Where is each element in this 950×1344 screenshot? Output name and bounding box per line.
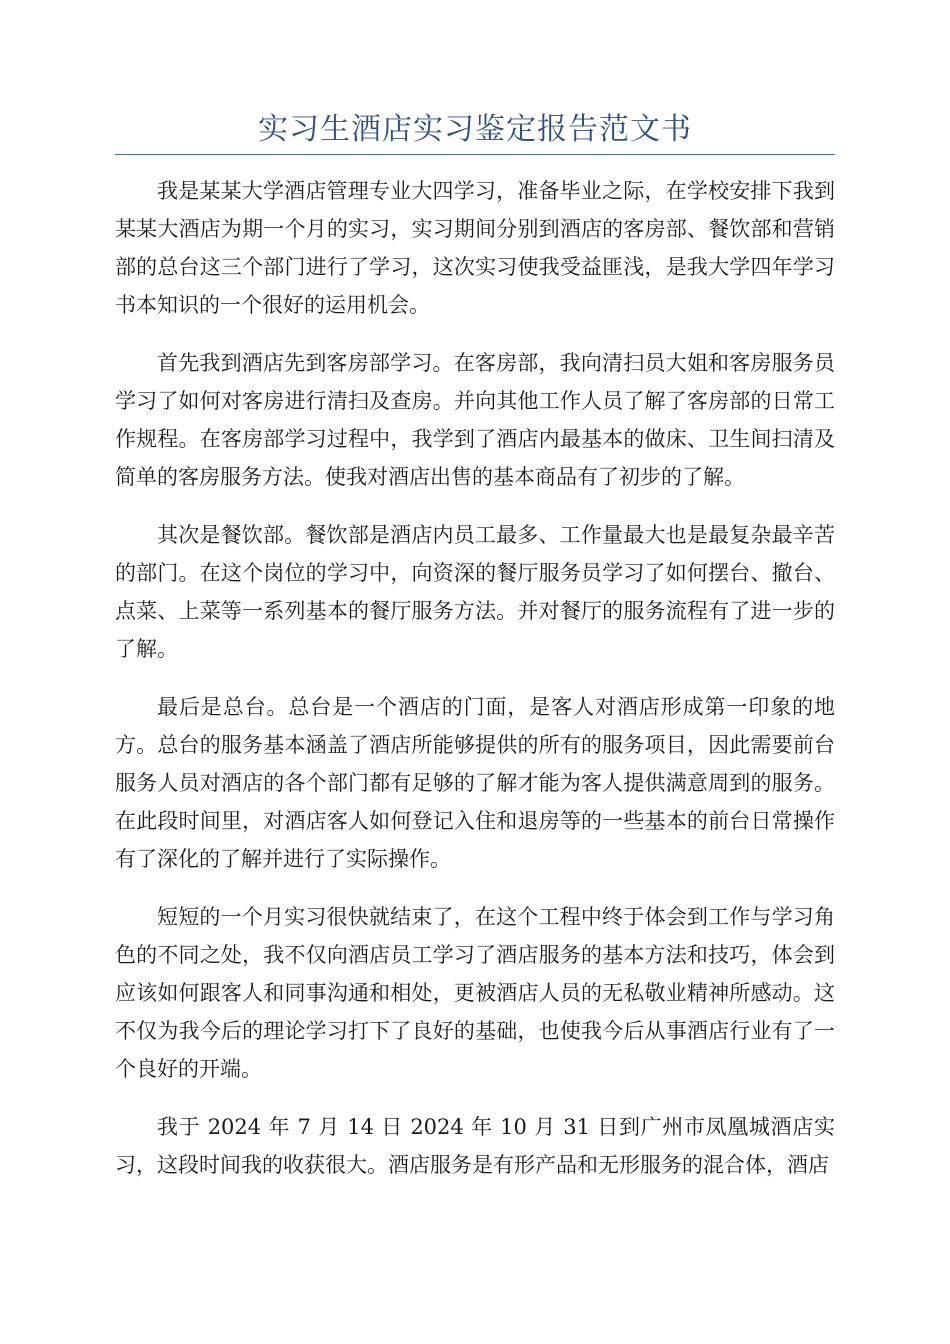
title-underline [115, 154, 835, 155]
document-body [115, 172, 835, 1204]
paragraph-6: 我于 2024 年 7 月 14 日 2024 年 10 月 31 日到广州市凤凰城酒店实习，这段时间我的收获很大。酒店服务是有形产品和无形服务的混合体，酒店 [115, 1115, 835, 1177]
paragraph-5: 短短的一个月实习很快就结束了，在这个工程中终于体会到工作与学习角色的不同之处，我不仅向酒店员工学习了酒店服务的基本方法和技巧，体会到应该如何跟客人和同事沟通和相处，更被酒店人员的无私敬业精神所感动。这不仅为我今后的理论学习打下了良好的基础，也使我今后从事酒店行业有了一个良好的开端。 [115, 905, 835, 1081]
paragraph-1: 我是某某大学酒店管理专业大四学习，准备毕业之际，在学校安排下我到某某大酒店为期一个月的实习，实习期间分别到酒店的客房部、餐饮部和营销部的总台这三个部门进行了学习，这次实习使我受益匪浅，是我大学四年学习书本知识的一个很好的运用机会。 [115, 179, 835, 317]
paragraph-2: 首先我到酒店先到客房部学习。在客房部，我向清扫员大姐和客房服务员学习了如何对客房进行清扫及查房。并向其他工作人员了解了客房部的日常工作规程。在客房部学习过程中，我学到了酒店内最基本的做床、卫生间扫清及简单的客房服务方法。使我对酒店出售的基本商品有了初步的了解。 [115, 351, 835, 489]
paragraph-3: 其次是餐饮部。餐饮部是酒店内员工最多、工作量最大也是最复杂最辛苦的部门。在这个岗位的学习中，向资深的餐厅服务员学习了如何摆台、撤台、点菜、上菜等一系列基本的餐厅服务方法。并对餐厅的服务流程有了进一步的了解。 [115, 523, 835, 661]
paragraph-4: 最后是总台。总台是一个酒店的门面，是客人对酒店形成第一印象的地方。总台的服务基本涵盖了酒店所能够提供的所有的服务项目，因此需要前台服务人员对酒店的各个部门都有足够的了解才能为客人提供满意周到的服务。在此段时间里，对酒店客人如何登记入住和退房等的一些基本的前台日常操作有了深化的了解并进行了实际操作。 [115, 695, 835, 871]
document-title: 实习生酒店实习鉴定报告范文书 [258, 112, 692, 147]
